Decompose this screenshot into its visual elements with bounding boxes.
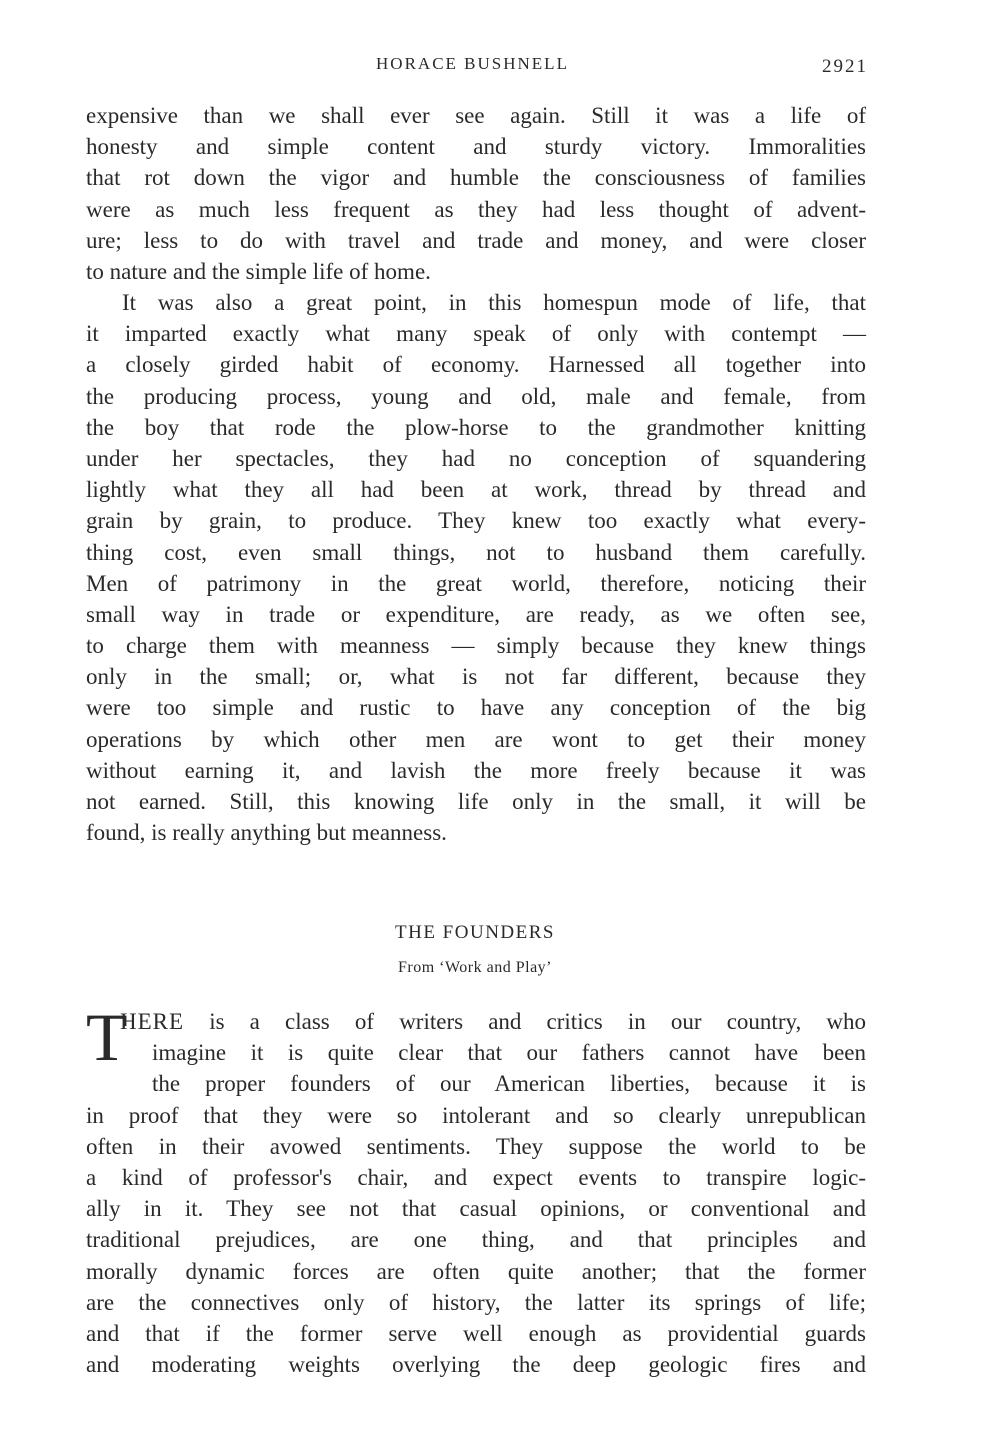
text-line: and that if the former serve well enough as providential guards bbox=[86, 1320, 866, 1346]
text-line: small way in trade or expenditure, are ready, as we often see, bbox=[86, 601, 866, 627]
text-line: imagine it is quite clear that our fathers cannot have been bbox=[152, 1040, 866, 1066]
text-line: under her spectacles, they had no conception of squandering bbox=[86, 445, 866, 471]
text-line: it imparted exactly what many speak of only with contempt — bbox=[86, 321, 866, 347]
text-line: lightly what they all had been at work, thread by thread and bbox=[86, 477, 866, 503]
text-line bbox=[86, 1006, 866, 1037]
text-line: operations by which other men are wont to get their money bbox=[86, 726, 866, 752]
paragraph-2 bbox=[86, 287, 866, 848]
text-line-rest: is a class of writers and critics in our country, who bbox=[184, 1009, 866, 1034]
text-line: without earning it, and lavish the more freely because it was bbox=[86, 757, 866, 783]
first-word-small-caps: HERE bbox=[120, 1009, 185, 1034]
text-line: Men of patrimony in the great world, therefore, noticing their bbox=[86, 570, 866, 596]
paragraph-1 bbox=[86, 100, 866, 287]
text-line: the proper founders of our American liberties, because it is bbox=[152, 1071, 866, 1097]
text-line: honesty and simple content and sturdy victory. Immoralities bbox=[86, 134, 866, 160]
text-line: were too simple and rustic to have any conception of the big bbox=[86, 695, 866, 721]
text-line: to nature and the simple life of home. bbox=[86, 258, 431, 284]
running-head bbox=[0, 52, 1000, 80]
text-line: a closely girded habit of economy. Harnessed all together into bbox=[86, 352, 866, 378]
text-line: in proof that they were so intolerant and so clearly unrepublican bbox=[86, 1102, 866, 1128]
text-line: grain by grain, to produce. They knew too exactly what every- bbox=[86, 508, 866, 534]
text-line: traditional prejudices, are one thing, and that principles and bbox=[86, 1227, 866, 1253]
text-line: that rot down the vigor and humble the consciousness of families bbox=[86, 165, 866, 191]
text-line: only in the small; or, what is not far different, because they bbox=[86, 664, 866, 690]
drop-cap: T bbox=[86, 999, 128, 1075]
text-line: to charge them with meanness — simply because they knew things bbox=[86, 633, 866, 659]
text-line: a kind of professor's chair, and expect events to transpire logic- bbox=[86, 1164, 866, 1190]
text-line: and moderating weights overlying the deep geologic fires and bbox=[86, 1352, 866, 1378]
text-line: the boy that rode the plow-horse to the grandmother knitting bbox=[86, 414, 866, 440]
running-title: HORACE BUSHNELL bbox=[376, 54, 569, 73]
text-line: expensive than we shall ever see again. Still it was a life of bbox=[86, 103, 866, 128]
section-subtitle: From ‘Work and Play’ bbox=[397, 959, 553, 976]
page-number: 2921 bbox=[822, 56, 868, 77]
text-line: ally in it. They see not that casual opinions, or conventional and bbox=[86, 1196, 866, 1222]
text-line: not earned. Still, this knowing life only in the small, it will be bbox=[86, 789, 866, 814]
paragraph-3 bbox=[86, 999, 866, 1380]
text-line: thing cost, even small things, not to husband them carefully. bbox=[86, 539, 866, 565]
text-line: found, is really anything but meanness. bbox=[86, 820, 447, 846]
text-line: often in their avowed sentiments. They suppose the world to be bbox=[86, 1133, 866, 1159]
text-line: the producing process, young and old, male and female, from bbox=[86, 383, 866, 409]
text-line: It was also a great point, in this homespun mode of life, that bbox=[122, 290, 866, 315]
text-line: morally dynamic forces are often quite another; that the former bbox=[86, 1258, 866, 1284]
text-line: are the connectives only of history, the latter its springs of life; bbox=[86, 1289, 866, 1315]
text-line: ure; less to do with travel and trade and money, and were closer bbox=[86, 227, 866, 253]
text-line: were as much less frequent as they had less thought of advent- bbox=[86, 196, 866, 222]
section-title: THE FOUNDERS bbox=[395, 922, 555, 943]
